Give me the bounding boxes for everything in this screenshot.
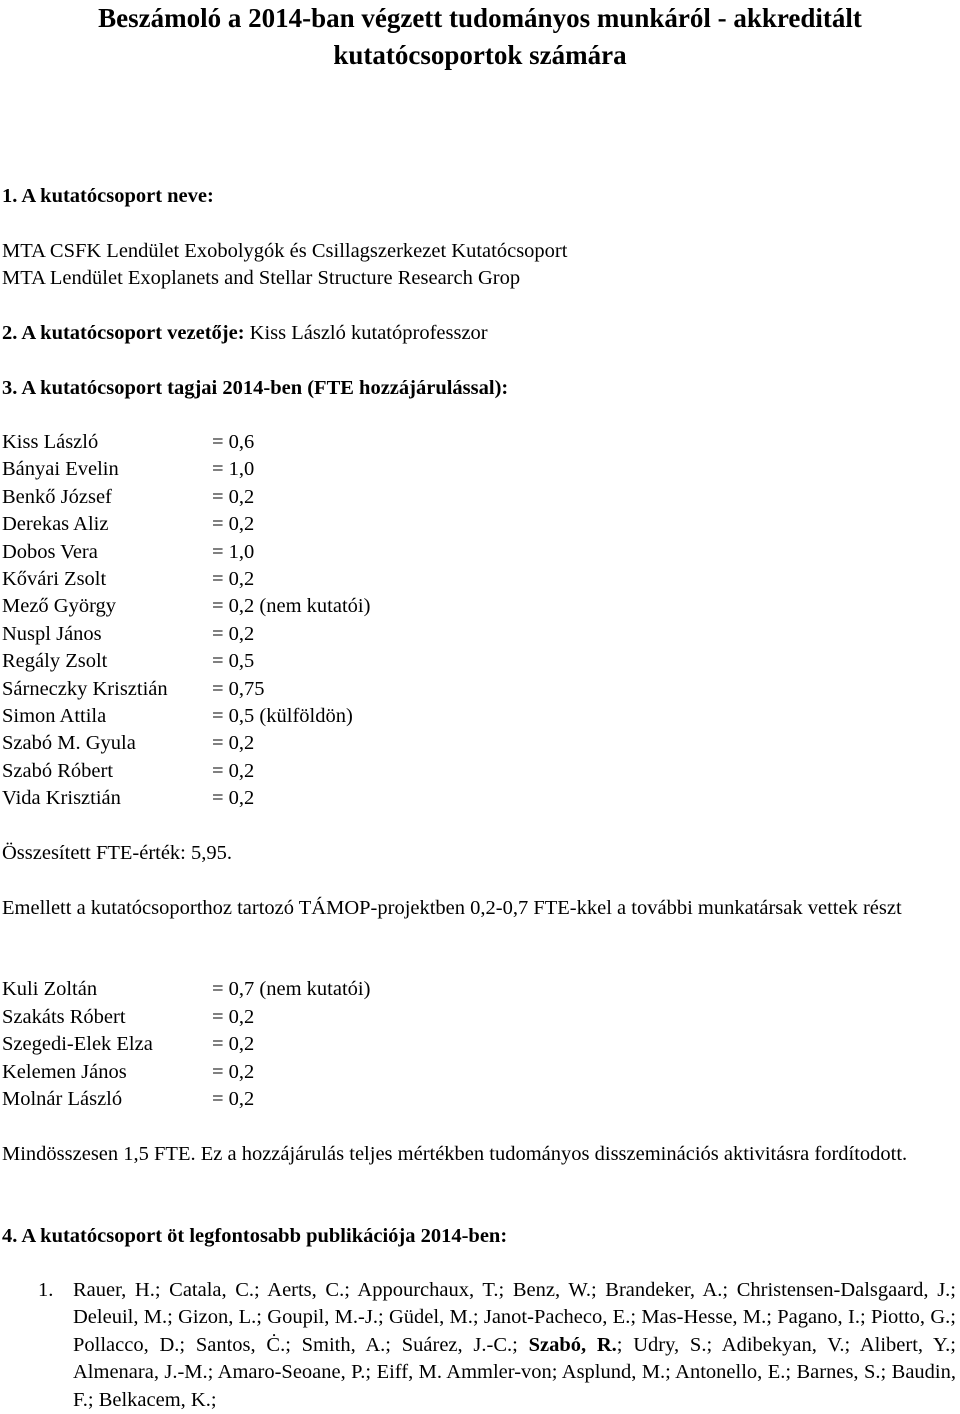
member-fte: = 0,2 <box>212 1088 255 1110</box>
member-fte: = 0,2 <box>212 1033 255 1055</box>
section-2-line <box>2 321 488 345</box>
member-fte: = 0,2 <box>212 732 255 754</box>
member-fte: = 0,6 <box>212 431 255 453</box>
member-fte: = 0,5 (külföldön) <box>212 705 353 727</box>
member-row <box>2 677 265 701</box>
member-fte: = 0,2 <box>212 1006 255 1028</box>
publication-highlighted-author: Szabó, R. <box>528 1333 617 1356</box>
member-fte: = 0,2 <box>212 568 255 590</box>
member-row <box>2 786 254 810</box>
member-fte: = 0,2 <box>212 623 255 645</box>
member-name: Nuspl János <box>2 623 102 645</box>
member-name: Simon Attila <box>2 705 107 727</box>
member-fte: = 0,2 <box>212 486 255 508</box>
member-fte: = 0,75 <box>212 678 265 700</box>
document-title-line-2: kutatócsoportok számára <box>333 40 627 70</box>
document-title-line-1: Beszámoló a 2014-ban végzett tudományos munkáról - akkreditált <box>98 3 862 33</box>
member-row <box>2 704 353 728</box>
group-name-hungarian: MTA CSFK Lendület Exobolygók és Csillagszerkezet Kutatócsoport <box>2 240 568 262</box>
member-fte: = 1,0 <box>212 541 255 563</box>
member-fte: = 0,7 (nem kutatói) <box>212 978 371 1000</box>
member-row <box>2 731 254 755</box>
member-row <box>2 430 254 454</box>
member-name: Sárneczky Krisztián <box>2 678 168 700</box>
member-name: Szakáts Róbert <box>2 1006 126 1028</box>
member-name: Kelemen János <box>2 1061 127 1083</box>
member-row <box>2 622 254 646</box>
member-fte: = 0,2 <box>212 787 255 809</box>
member-name: Kiss László <box>2 431 99 453</box>
publication-number: 1. <box>38 1279 54 1301</box>
member-name: Szabó Róbert <box>2 760 114 782</box>
member-name: Kuli Zoltán <box>2 978 98 1000</box>
member-row <box>2 649 254 673</box>
member-name: Szegedi-Elek Elza <box>2 1033 153 1055</box>
member-row <box>2 1060 254 1084</box>
member-row <box>2 1087 254 1111</box>
publication-list <box>38 1277 956 1414</box>
member-row <box>2 1032 254 1056</box>
member-fte: = 0,5 <box>212 650 255 672</box>
member-fte: = 0,2 (nem kutatói) <box>212 595 371 617</box>
member-name: Mező György <box>2 595 117 617</box>
member-row <box>2 512 254 536</box>
member-row <box>2 759 254 783</box>
document-title <box>0 0 960 74</box>
member-fte: = 0,2 <box>212 1061 255 1083</box>
member-name: Vida Krisztián <box>2 787 121 809</box>
member-name: Bányai Evelin <box>2 458 119 480</box>
section-4-heading: 4. A kutatócsoport öt legfontosabb publikációja 2014-ben: <box>2 1225 508 1247</box>
member-row <box>2 540 254 564</box>
total-fte: Összesített FTE-érték: 5,95. <box>2 842 233 864</box>
member-row <box>2 594 370 618</box>
member-name: Derekas Aliz <box>2 513 109 535</box>
member-name: Benkő József <box>2 486 112 508</box>
member-name: Regály Zsolt <box>2 650 108 672</box>
fte-summary-paragraph: Mindösszesen 1,5 FTE. Ez a hozzájárulás teljes mértékben tudományos disszeminációs aktivitásra fordítodott. <box>2 1143 908 1165</box>
member-name: Molnár László <box>2 1088 123 1110</box>
section-2-heading: 2. A kutatócsoport vezetője: <box>2 322 245 344</box>
member-name: Dobos Vera <box>2 541 98 563</box>
member-row <box>2 1005 254 1029</box>
member-row <box>2 567 254 591</box>
publication-authors-before: Rauer, H.; Catala, C.; Aerts, C.; Appourchaux, T.; Benz, W.; Brandeker, A.; Christensen-Dalsgaard, J.; Deleuil, M.; Gizon, L.; Goupil, M.-J.; Güdel, M.; Janot-Pacheco, E.; Mas-Hesse, M.; Pagano, I.; Piotto, G.; Pollacco, D.; Santos, Ċ.; Smith, A.; Suárez, J.-C.; <box>73 1279 956 1356</box>
member-row <box>2 485 254 509</box>
member-fte: = 0,2 <box>212 760 255 782</box>
group-name-english: MTA Lendület Exoplanets and Stellar Structure Research Grop <box>2 267 521 289</box>
group-leader: Kiss László kutatóprofesszor <box>249 322 488 344</box>
member-fte: = 0,2 <box>212 513 255 535</box>
publication-authors-after: ; Udry, S.; Adibekyan, V.; Alibert, Y.; Almenara, J.-M.; Amaro-Seoane, P.; Eiff, M. Ammler-von; Asplund, M.; Antonello, E.; Barnes, S.; Baudin, F.; Belkacem, K.; <box>73 1333 956 1411</box>
section-1-heading: 1. A kutatócsoport neve: <box>2 185 214 207</box>
member-name: Szabó M. Gyula <box>2 732 136 754</box>
extra-intro-paragraph: Emellett a kutatócsoporthoz tartozó TÁMOP-projektben 0,2-0,7 FTE-kkel a további munkatársak vettek részt <box>2 897 902 919</box>
section-3-heading: 3. A kutatócsoport tagjai 2014-ben (FTE hozzájárulással): <box>2 377 509 399</box>
member-row <box>2 457 254 481</box>
publication-item <box>38 1277 956 1414</box>
member-name: Kővári Zsolt <box>2 568 107 590</box>
member-row <box>2 977 370 1001</box>
member-fte: = 1,0 <box>212 458 255 480</box>
